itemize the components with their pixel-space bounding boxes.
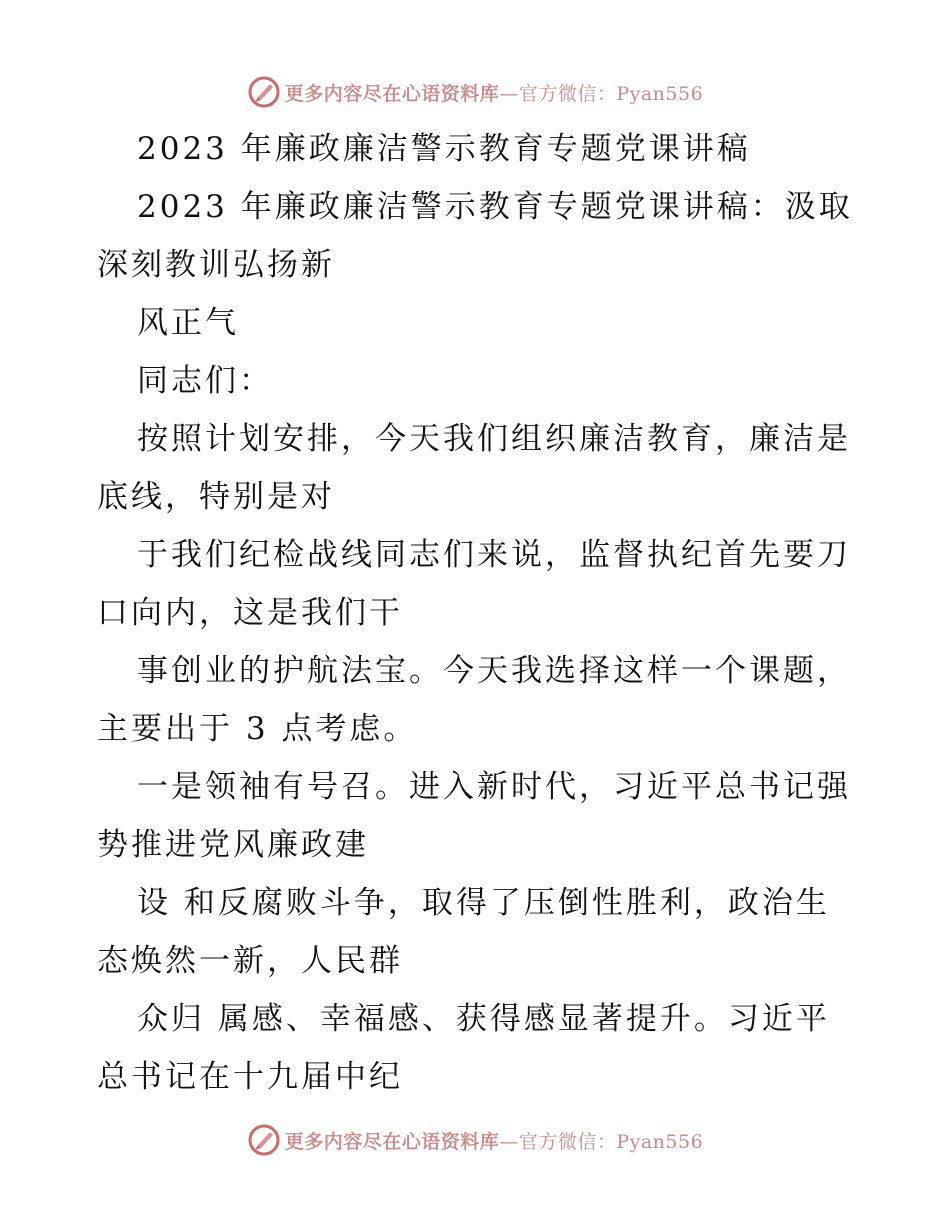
text-line: 口向内，这是我们干 — [97, 595, 403, 631]
text-line: 态焕然一新，人民群 — [97, 943, 403, 979]
text-line: 总书记在十九届中纪 — [97, 1059, 403, 1095]
watermark-text — [285, 1127, 703, 1154]
watermark-site: 更多内容尽在心语资料库 — [284, 82, 500, 105]
text-line: 按照计划安排，今天我们组织廉洁教育，廉洁是 — [137, 421, 851, 457]
watermark-wechat-id: Pyan556 — [616, 1130, 704, 1153]
text-line: 风正气 — [137, 305, 239, 341]
text-line: 于我们纪检战线同志们来说，监督执纪首先要刀 — [137, 537, 851, 573]
text-line: 底线，特别是对 — [97, 479, 335, 515]
text-line: 设 和反腐败斗争，取得了压倒性胜利，政治生 — [137, 885, 830, 921]
text-line: 一是领袖有号召。进入新时代，习近平总书记强 — [137, 769, 851, 805]
text-line: 主要出于 3 点考虑。 — [97, 711, 418, 747]
watermark-banner-bottom — [0, 1120, 950, 1160]
watermark-site: 更多内容尽在心语资料库 — [284, 1130, 500, 1153]
document-body — [97, 120, 857, 1106]
text-line: 事创业的护航法宝。今天我选择这样一个课题， — [137, 653, 851, 689]
watermark-text — [285, 79, 703, 106]
text-line: 深刻教训弘扬新 — [97, 247, 335, 283]
brand-logo-icon — [247, 1123, 281, 1157]
text-line: 2023 年廉政廉洁警示教育专题党课讲稿：汲取 — [137, 189, 853, 225]
watermark-wechat-id: Pyan556 — [616, 82, 704, 105]
watermark-wechat-label: —官方微信： — [499, 1130, 617, 1153]
watermark-wechat-label: —官方微信： — [499, 82, 617, 105]
text-line: 众归 属感、幸福感、获得感显著提升。习近平 — [137, 1001, 830, 1037]
salutation: 同志们： — [137, 363, 273, 399]
watermark-banner-top — [0, 72, 950, 112]
text-line: 势推进党风廉政建 — [97, 827, 369, 863]
document-title: 2023 年廉政廉洁警示教育专题党课讲稿 — [137, 131, 751, 167]
brand-logo-icon — [247, 75, 281, 109]
